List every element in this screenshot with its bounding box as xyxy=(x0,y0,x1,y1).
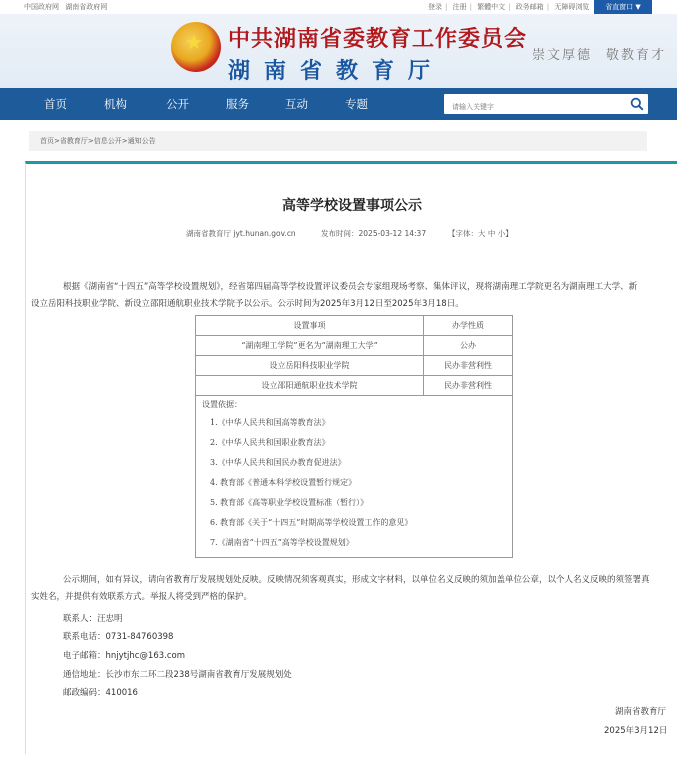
notice-line-1: 公示期间，如有异议，请向省教育厅发展规划处反映。反映情况须客观真实，形成文字材料，以单位名义反映的须加盖单位公章，以个人名义反映的须签署真 xyxy=(63,575,650,585)
party-emblem-icon xyxy=(171,22,221,72)
signature-date: 2025年3月12日 xyxy=(604,726,668,736)
basis-item: 3.《中华人民共和国民办教育促进法》 xyxy=(210,458,346,467)
table-header-row xyxy=(196,316,513,336)
table-row xyxy=(196,376,513,396)
setup-table xyxy=(195,315,513,558)
nav-item-service[interactable]: 服务 xyxy=(226,97,249,111)
table-cell: 公办 xyxy=(424,336,513,356)
article-source: 湖南省教育厅 jyt.hunan.gov.cn xyxy=(186,229,296,238)
basis-item: 1.《中华人民共和国高等教育法》 xyxy=(210,418,330,427)
site-subtitle: 湖南省教育厅 xyxy=(228,59,445,84)
link-hunan-gov[interactable]: 湖南省政府网 xyxy=(65,3,108,11)
search-input[interactable] xyxy=(450,97,624,117)
top-utility-bar xyxy=(0,0,677,14)
table-cell: “湖南理工学院”更名为“湖南理工大学” xyxy=(196,336,424,356)
article-title: 高等学校设置事项公示 xyxy=(282,198,422,214)
table-cell: 设立岳阳科技职业学院 xyxy=(196,356,424,376)
font-size-medium[interactable]: 中 xyxy=(487,229,496,238)
font-size-small[interactable]: 小 xyxy=(497,229,506,238)
contact-phone: 联系电话：0731-84760398 xyxy=(63,632,174,642)
breadcrumb xyxy=(29,131,647,151)
top-left-links xyxy=(24,2,111,12)
basis-item: 6. 教育部《关于“十四五”时期高等学校设置工作的意见》 xyxy=(210,518,413,527)
link-traditional-chinese[interactable]: 繁體中文 xyxy=(477,3,506,11)
table-cell: 民办非营利性 xyxy=(424,356,513,376)
star-icon: ★ xyxy=(185,30,203,54)
header-banner xyxy=(0,14,677,88)
link-register[interactable]: 注册 xyxy=(452,3,467,11)
font-size-end: 】 xyxy=(505,229,513,238)
basis-item: 5. 教育部《高等职业学校设置标准（暂行）》 xyxy=(210,498,369,507)
table-row xyxy=(196,336,513,356)
font-size-label: 【字体： xyxy=(448,229,478,238)
site-title: 中共湖南省委教育工作委员会 xyxy=(228,27,528,52)
link-login[interactable]: 登录 xyxy=(428,3,442,11)
table-cell: 民办非营利性 xyxy=(424,376,513,396)
publish-value: 2025-03-12 14:37 xyxy=(358,229,427,238)
search-icon[interactable] xyxy=(630,97,644,111)
notice-paragraph xyxy=(31,572,667,606)
divider: | xyxy=(508,3,511,11)
basis-item: 4. 教育部《普通本科学校设置暂行规定》 xyxy=(210,478,357,487)
link-china-gov[interactable]: 中国政府网 xyxy=(24,3,59,11)
publish-label: 发布时间： xyxy=(321,229,359,238)
contact-postcode: 邮政编码：410016 xyxy=(63,688,138,698)
intro-paragraph xyxy=(31,279,667,313)
search-box xyxy=(444,94,648,114)
table-header: 办学性质 xyxy=(424,316,513,336)
provincial-portal-button[interactable]: 省直窗口 ▼ xyxy=(594,0,652,14)
intro-line-1: 根据《湖南省“十四五”高等学校设置规划》，经省第四届高等学校设置评议委员会专家组现场考察、集体评议，现将湖南理工学院更名为湖南理工大学、新 xyxy=(63,282,638,292)
slogan-right: 敬教育才 xyxy=(606,48,667,63)
contact-person: 联系人：汪忠明 xyxy=(63,614,123,624)
basis-item: 2.《中华人民共和国职业教育法》 xyxy=(210,438,330,447)
contact-email[interactable]: 电子邮箱：hnjytjhc@163.com xyxy=(63,651,186,661)
nav-item-home[interactable]: 首页 xyxy=(44,97,67,111)
article-panel xyxy=(25,161,677,754)
site-slogan xyxy=(532,44,666,63)
divider: | xyxy=(546,3,550,11)
table-header: 设置事项 xyxy=(196,316,424,336)
notice-line-2: 实姓名，并提供有效联系方式。举报人将受到严格的保护。 xyxy=(31,592,253,602)
basis-cell xyxy=(196,396,513,558)
link-gov-mail[interactable]: 政务邮箱 xyxy=(515,3,544,11)
nav-item-organization[interactable]: 机构 xyxy=(104,97,127,111)
intro-line-2: 设立岳阳科技职业学院、新设立邵阳通航职业技术学院予以公示。公示时间为2025年3月12日至2025年3月18日。 xyxy=(31,299,464,309)
link-accessibility[interactable]: 无障碍浏览 xyxy=(554,3,590,11)
publish-time xyxy=(321,228,426,239)
basis-item: 7.《湖南省“十四五”高等学校设置规划》 xyxy=(210,538,354,547)
basis-title: 设置依据： xyxy=(202,400,242,409)
basis-row xyxy=(196,396,513,558)
table-cell: 设立邵阳通航职业技术学院 xyxy=(196,376,424,396)
font-size-control xyxy=(448,228,513,239)
nav-item-topics[interactable]: 专题 xyxy=(345,97,368,111)
breadcrumb-path[interactable]: 首页>省教育厅>信息公开>通知公告 xyxy=(40,137,156,145)
divider: | xyxy=(469,3,472,11)
nav-item-public[interactable]: 公开 xyxy=(166,97,189,111)
divider: | xyxy=(445,3,448,11)
table-row xyxy=(196,356,513,376)
nav-item-interaction[interactable]: 互动 xyxy=(285,97,308,111)
contact-address: 通信地址：长沙市东二环二段238号湖南省教育厅发展规划处 xyxy=(63,670,292,680)
slogan-left: 崇文厚德 xyxy=(532,48,593,63)
signature-org: 湖南省教育厅 xyxy=(615,707,667,717)
font-size-large[interactable]: 大 xyxy=(478,229,486,238)
top-right-links xyxy=(428,2,592,12)
main-nav xyxy=(0,88,677,120)
